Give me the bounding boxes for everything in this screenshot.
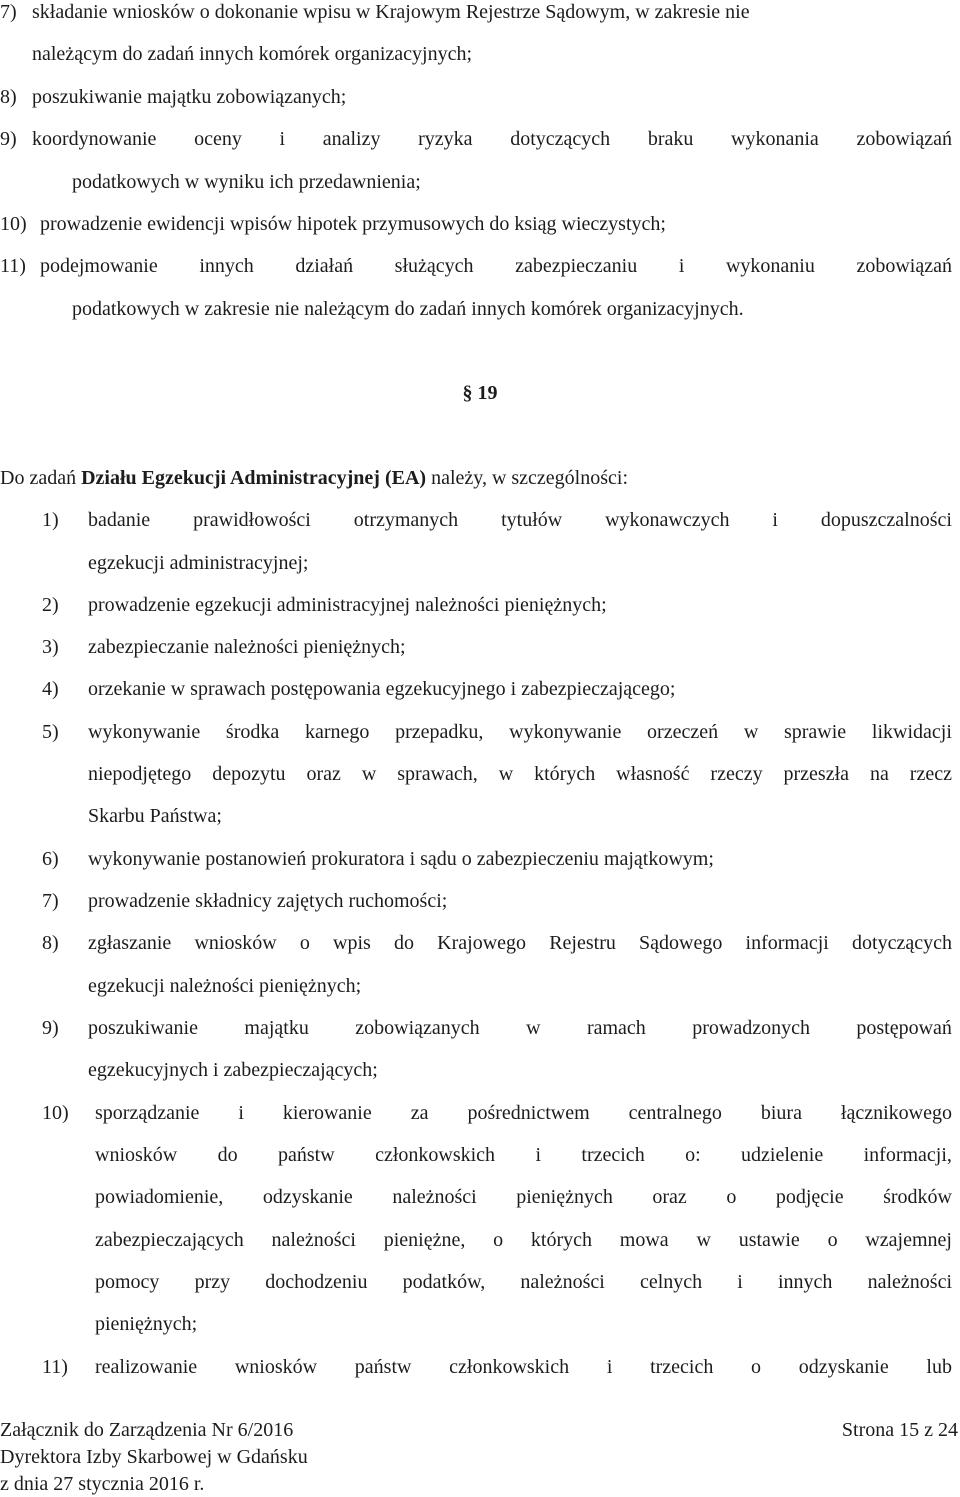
list-number: 8) [0, 86, 17, 108]
list-number: 6) [42, 848, 59, 870]
list-item-text: poszukiwanie majątku zobowiązanych; [32, 86, 347, 108]
department-name: Działu Egzekucji Administracyjnej (EA) [81, 467, 427, 489]
list-item-text: orzekanie w sprawach postępowania egzekucyjnego i zabezpieczającego; [88, 678, 676, 700]
list-item-text: poszukiwanie majątku zobowiązanych w ramach prowadzonych postępowań [88, 1017, 952, 1039]
section-heading [0, 381, 960, 405]
intro-text: należy, w szczególności: [426, 467, 629, 489]
list-item-text: wykonywanie środka karnego przepadku, wykonywanie orzeczeń w sprawie likwidacji [88, 721, 952, 743]
list-item-text: składanie wniosków o dokonanie wpisu w Krajowym Rejestrze Sądowym, w zakresie nie [32, 1, 750, 23]
intro-text: Do zadań [0, 467, 82, 489]
footer-attachment: Załącznik do Zarządzenia Nr 6/2016 [0, 1419, 294, 1441]
list-number: 4) [42, 678, 59, 700]
list-number: 9) [42, 1017, 59, 1039]
list-number: 8) [42, 932, 59, 954]
list-item-text: egzekucji należności pieniężnych; [88, 975, 362, 997]
list-item-text: zabezpieczających należności pieniężne, o których mowa w ustawie o wzajemnej [95, 1229, 952, 1251]
list-item-text: prowadzenie składnicy zajętych ruchomości; [88, 890, 448, 912]
list-item-text: podatkowych w zakresie nie należącym do zadań innych komórek organizacyjnych. [72, 298, 744, 320]
list-number: 7) [42, 890, 59, 912]
list-item-text: sporządzanie i kierowanie za pośrednictwem centralnego biura łącznikowego [95, 1102, 952, 1124]
list-number: 11) [42, 1356, 68, 1378]
list-item-text: prowadzenie egzekucji administracyjnej należności pieniężnych; [88, 594, 607, 616]
list-item-text: wniosków do państw członkowskich i trzecich o: udzielenie informacji, [95, 1144, 952, 1166]
list-number: 10) [0, 213, 27, 235]
section-number: 19 [477, 382, 498, 404]
list-item-text: wykonywanie postanowień prokuratora i sądu o zabezpieczeniu majątkowym; [88, 848, 714, 870]
list-item-text: niepodjętego depozytu oraz w sprawach, w których własność rzeczy przeszła na rzecz [88, 763, 952, 785]
list-item-text: powiadomienie, odzyskanie należności pieniężnych oraz o podjęcie środków [95, 1186, 952, 1208]
list-item-text: pieniężnych; [95, 1313, 198, 1335]
list-number: 3) [42, 636, 59, 658]
list-number: 1) [42, 509, 59, 531]
list-item-text: pomocy przy dochodzeniu podatków, należności celnych i innych należności [95, 1271, 952, 1293]
list-item-text: egzekucyjnych i zabezpieczających; [88, 1059, 378, 1081]
section-symbol: § [462, 382, 473, 404]
footer-date: z dnia 27 stycznia 2016 r. [0, 1473, 205, 1495]
list-item-text: badanie prawidłowości otrzymanych tytułów wykonawczych i dopuszczalności [88, 509, 952, 531]
list-item-text: zgłaszanie wniosków o wpis do Krajowego Rejestru Sądowego informacji dotyczących [88, 932, 952, 954]
list-number: 5) [42, 721, 59, 743]
list-item-text: należącym do zadań innych komórek organizacyjnych; [32, 43, 473, 65]
list-number: 11) [0, 255, 26, 277]
list-item-text: realizowanie wniosków państw członkowskich i trzecich o odzyskanie lub [95, 1356, 952, 1378]
list-number: 2) [42, 594, 59, 616]
list-number: 10) [42, 1102, 69, 1124]
list-item-text: Skarbu Państwa; [88, 805, 222, 827]
list-item-text: prowadzenie ewidencji wpisów hipotek przymusowych do ksiąg wieczystych; [40, 213, 666, 235]
footer-issuer: Dyrektora Izby Skarbowej w Gdańsku [0, 1446, 308, 1468]
list-item-text: podatkowych w wyniku ich przedawnienia; [72, 171, 421, 193]
list-item-text: zabezpieczanie należności pieniężnych; [88, 636, 406, 658]
list-number: 9) [0, 128, 17, 150]
page-number: Strona 15 z 24 [841, 1419, 958, 1441]
list-item-text: koordynowanie oceny i analizy ryzyka dotyczących braku wykonania zobowiązań [32, 128, 952, 150]
list-item-text: egzekucji administracyjnej; [88, 552, 309, 574]
list-item-text: podejmowanie innych działań służących zabezpieczaniu i wykonaniu zobowiązań [40, 255, 952, 277]
section-intro [0, 466, 628, 490]
list-number: 7) [0, 1, 17, 23]
